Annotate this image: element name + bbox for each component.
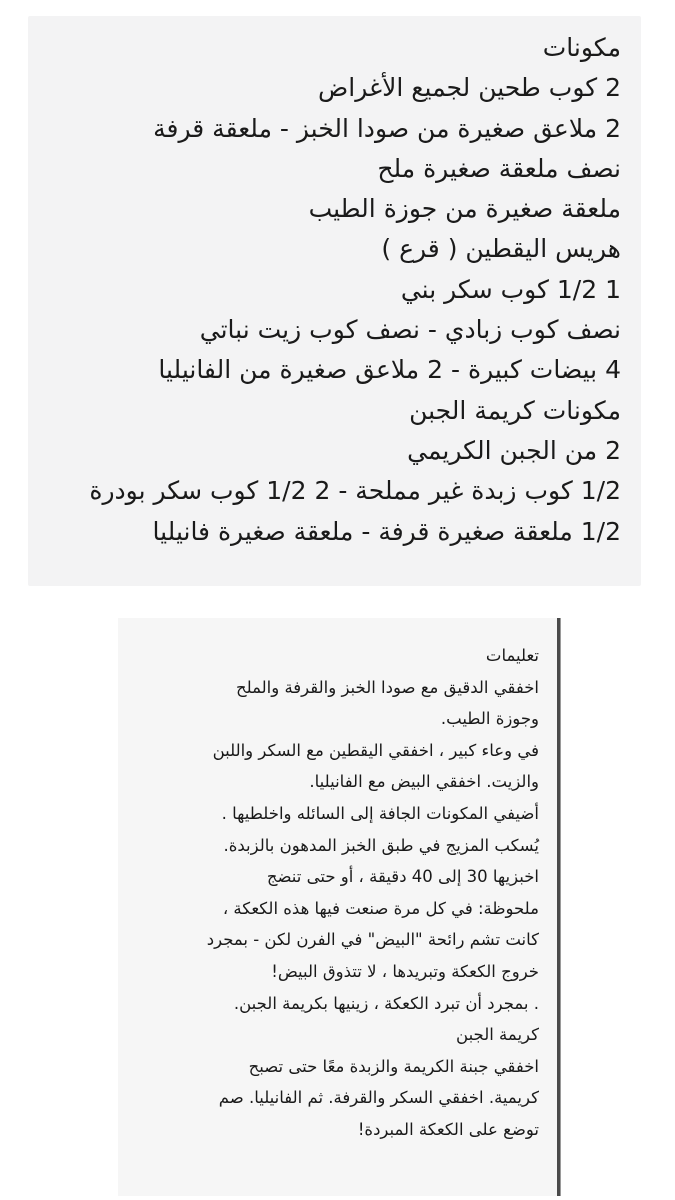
- ingredients-card: [28, 16, 641, 586]
- ingredient-line: 2 كوب طحين لجميع الأغراض: [318, 73, 621, 103]
- instruction-line: اخفقي جبنة الكريمة والزبدة معًا حتى تصبح: [248, 1056, 539, 1076]
- instruction-line: أضيفي المكونات الجافة إلى السائله واخلطيها .: [221, 803, 539, 823]
- ingredient-line: 1 1/2 كوب سكر بني: [400, 274, 621, 304]
- instructions-card: [118, 618, 560, 1196]
- instruction-line: اخبزيها 30 إلى 40 دقيقة ، أو حتى تنضج: [266, 867, 539, 887]
- ingredient-line: ملعقة صغيرة من جوزة الطيب: [308, 194, 621, 224]
- instruction-line: وجوزة الطيب.: [440, 709, 539, 729]
- instruction-line: يُسكب المزيج في طبق الخبز المدهون بالزبدة.: [223, 835, 539, 855]
- note-line: كانت تشم رائحة "البيض" في الفرن لكن - بمجرد: [206, 930, 539, 950]
- instruction-line: والزيت. اخفقي البيض مع الفانيليا.: [309, 772, 539, 792]
- frosting-heading: مكونات كريمة الجبن: [409, 395, 621, 425]
- frosting-instructions-heading: كريمة الجبن: [456, 1025, 539, 1045]
- ingredient-line: 4 بيضات كبيرة - 2 ملاعق صغيرة من الفانيليا: [158, 355, 621, 385]
- instruction-line: . بمجرد أن تبرد الكعكة ، زينيها بكريمة الجبن.: [233, 993, 539, 1013]
- note-line: خروج الكعكة وتبريدها ، لا تتذوق البيض!: [271, 961, 539, 981]
- instruction-line: في وعاء كبير ، اخفقي اليقطين مع السكر واللبن: [212, 740, 539, 760]
- instruction-line: اخفقي الدقيق مع صودا الخبز والقرفة والملح: [235, 677, 539, 697]
- ingredient-line: نصف ملعقة صغيرة ملح: [377, 153, 621, 183]
- ingredient-line: 2 ملاعق صغيرة من صودا الخبز - ملعقة قرفة: [153, 113, 621, 143]
- ingredient-line: هريس اليقطين ( قرع ): [381, 234, 621, 264]
- ingredient-line: نصف كوب زبادي - نصف كوب زيت نباتي: [199, 315, 621, 345]
- ingredient-line: 1/2 كوب زبدة غير مملحة - 2 1/2 كوب سكر بودرة: [89, 476, 621, 506]
- instructions-heading: تعليمات: [485, 646, 539, 665]
- instruction-line: كريمية. اخفقي السكر والقرفة. ثم الفانيليا. صم: [218, 1088, 539, 1108]
- instruction-line: توضع على الكعكة المبردة!: [357, 1119, 539, 1139]
- ingredients-heading: مكونات: [542, 33, 621, 62]
- ingredient-line: 2 من الجبن الكريمي: [407, 435, 621, 465]
- note-line: ملحوظة: في كل مرة صنعت فيها هذه الكعكة ،: [222, 898, 539, 918]
- ingredient-line: 1/2 ملعقة صغيرة قرفة - ملعقة صغيرة فانيليا: [152, 516, 621, 546]
